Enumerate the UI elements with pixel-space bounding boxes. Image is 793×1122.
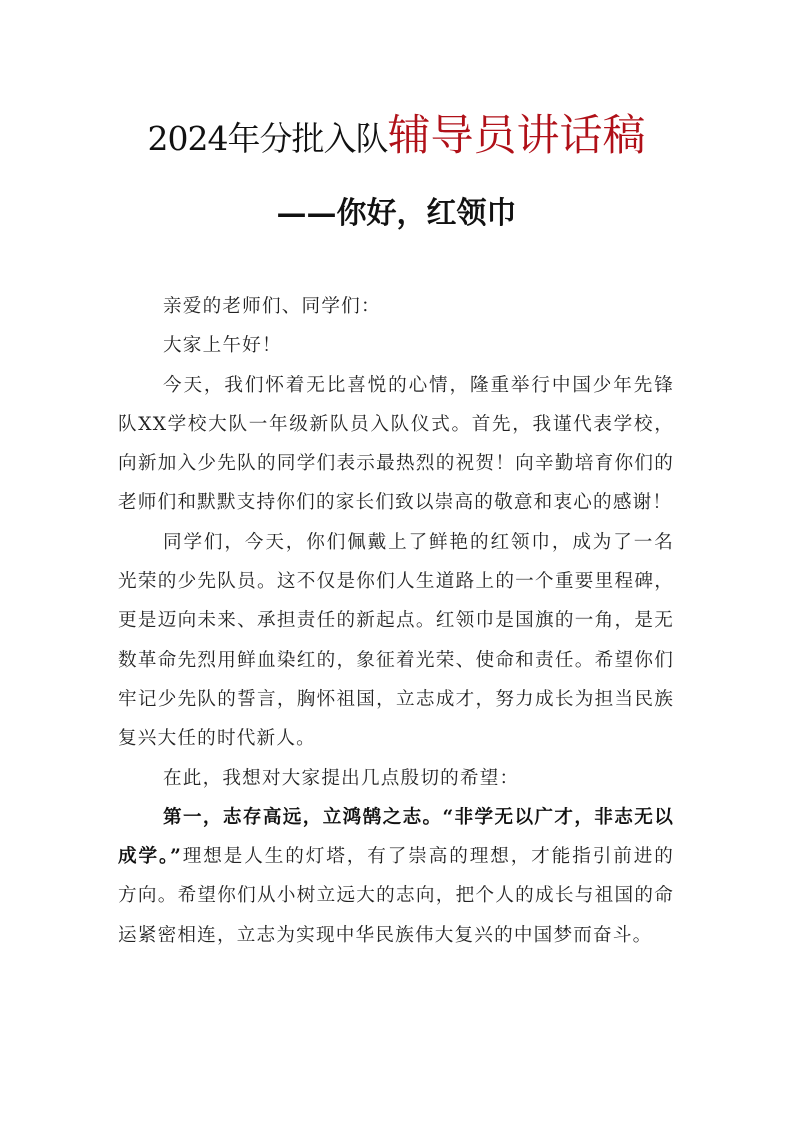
paragraph-opening: 今天，我们怀着无比喜悦的心情，隆重举行中国少年先锋队XX学校大队一年级新队员入队仪式。首先，我谨代表学校，向新加入少先队的同学们表示最热烈的祝贺！向辛勤培育你们的老师们和默默支持你们的家长们致以崇高的敬意和衷心的感谢！ [118, 374, 674, 514]
document-subtitle: ——你好，红领巾 [276, 196, 517, 231]
paragraph-first-hope [118, 798, 674, 955]
document-body [118, 287, 674, 955]
document-title [0, 102, 793, 163]
paragraph-salutation: 亲爱的老师们、同学们： [163, 296, 381, 317]
title-prefix: 2024年分批入队 [147, 119, 388, 158]
paragraph-greeting: 大家上午好！ [163, 335, 282, 357]
paragraph-red-scarf: 同学们，今天，你们佩戴上了鲜艳的红领巾，成为了一名光荣的少先队员。这不仅是你们人生道路上的一个重要里程碑，更是迈向未来、承担责任的新起点。红领巾是国旗的一角，是无数革命先烈用鲜血染红的，象征着光荣、使命和责任。希望你们牢记少先队的誓言，胸怀祖国，立志成才，努力成长为担当民族复兴大任的时代新人。 [118, 531, 674, 750]
first-hope-heading: 第一，志存高远，立鸿鹄之志。“非学无以广才，非志无以成学。” [118, 806, 674, 868]
paragraph-hopes-intro: 在此，我想对大家提出几点殷切的希望： [163, 767, 520, 789]
first-hope-text: 理想是人生的灯塔，有了崇高的理想，才能指引前进的方向。希望你们从小树立远大的志向，把个人的成长与祖国的命运紧密相连，立志为实现中华民族伟大复兴的中国梦而奋斗。 [118, 846, 674, 946]
title-highlight: 辅导员讲话稿 [387, 111, 646, 161]
